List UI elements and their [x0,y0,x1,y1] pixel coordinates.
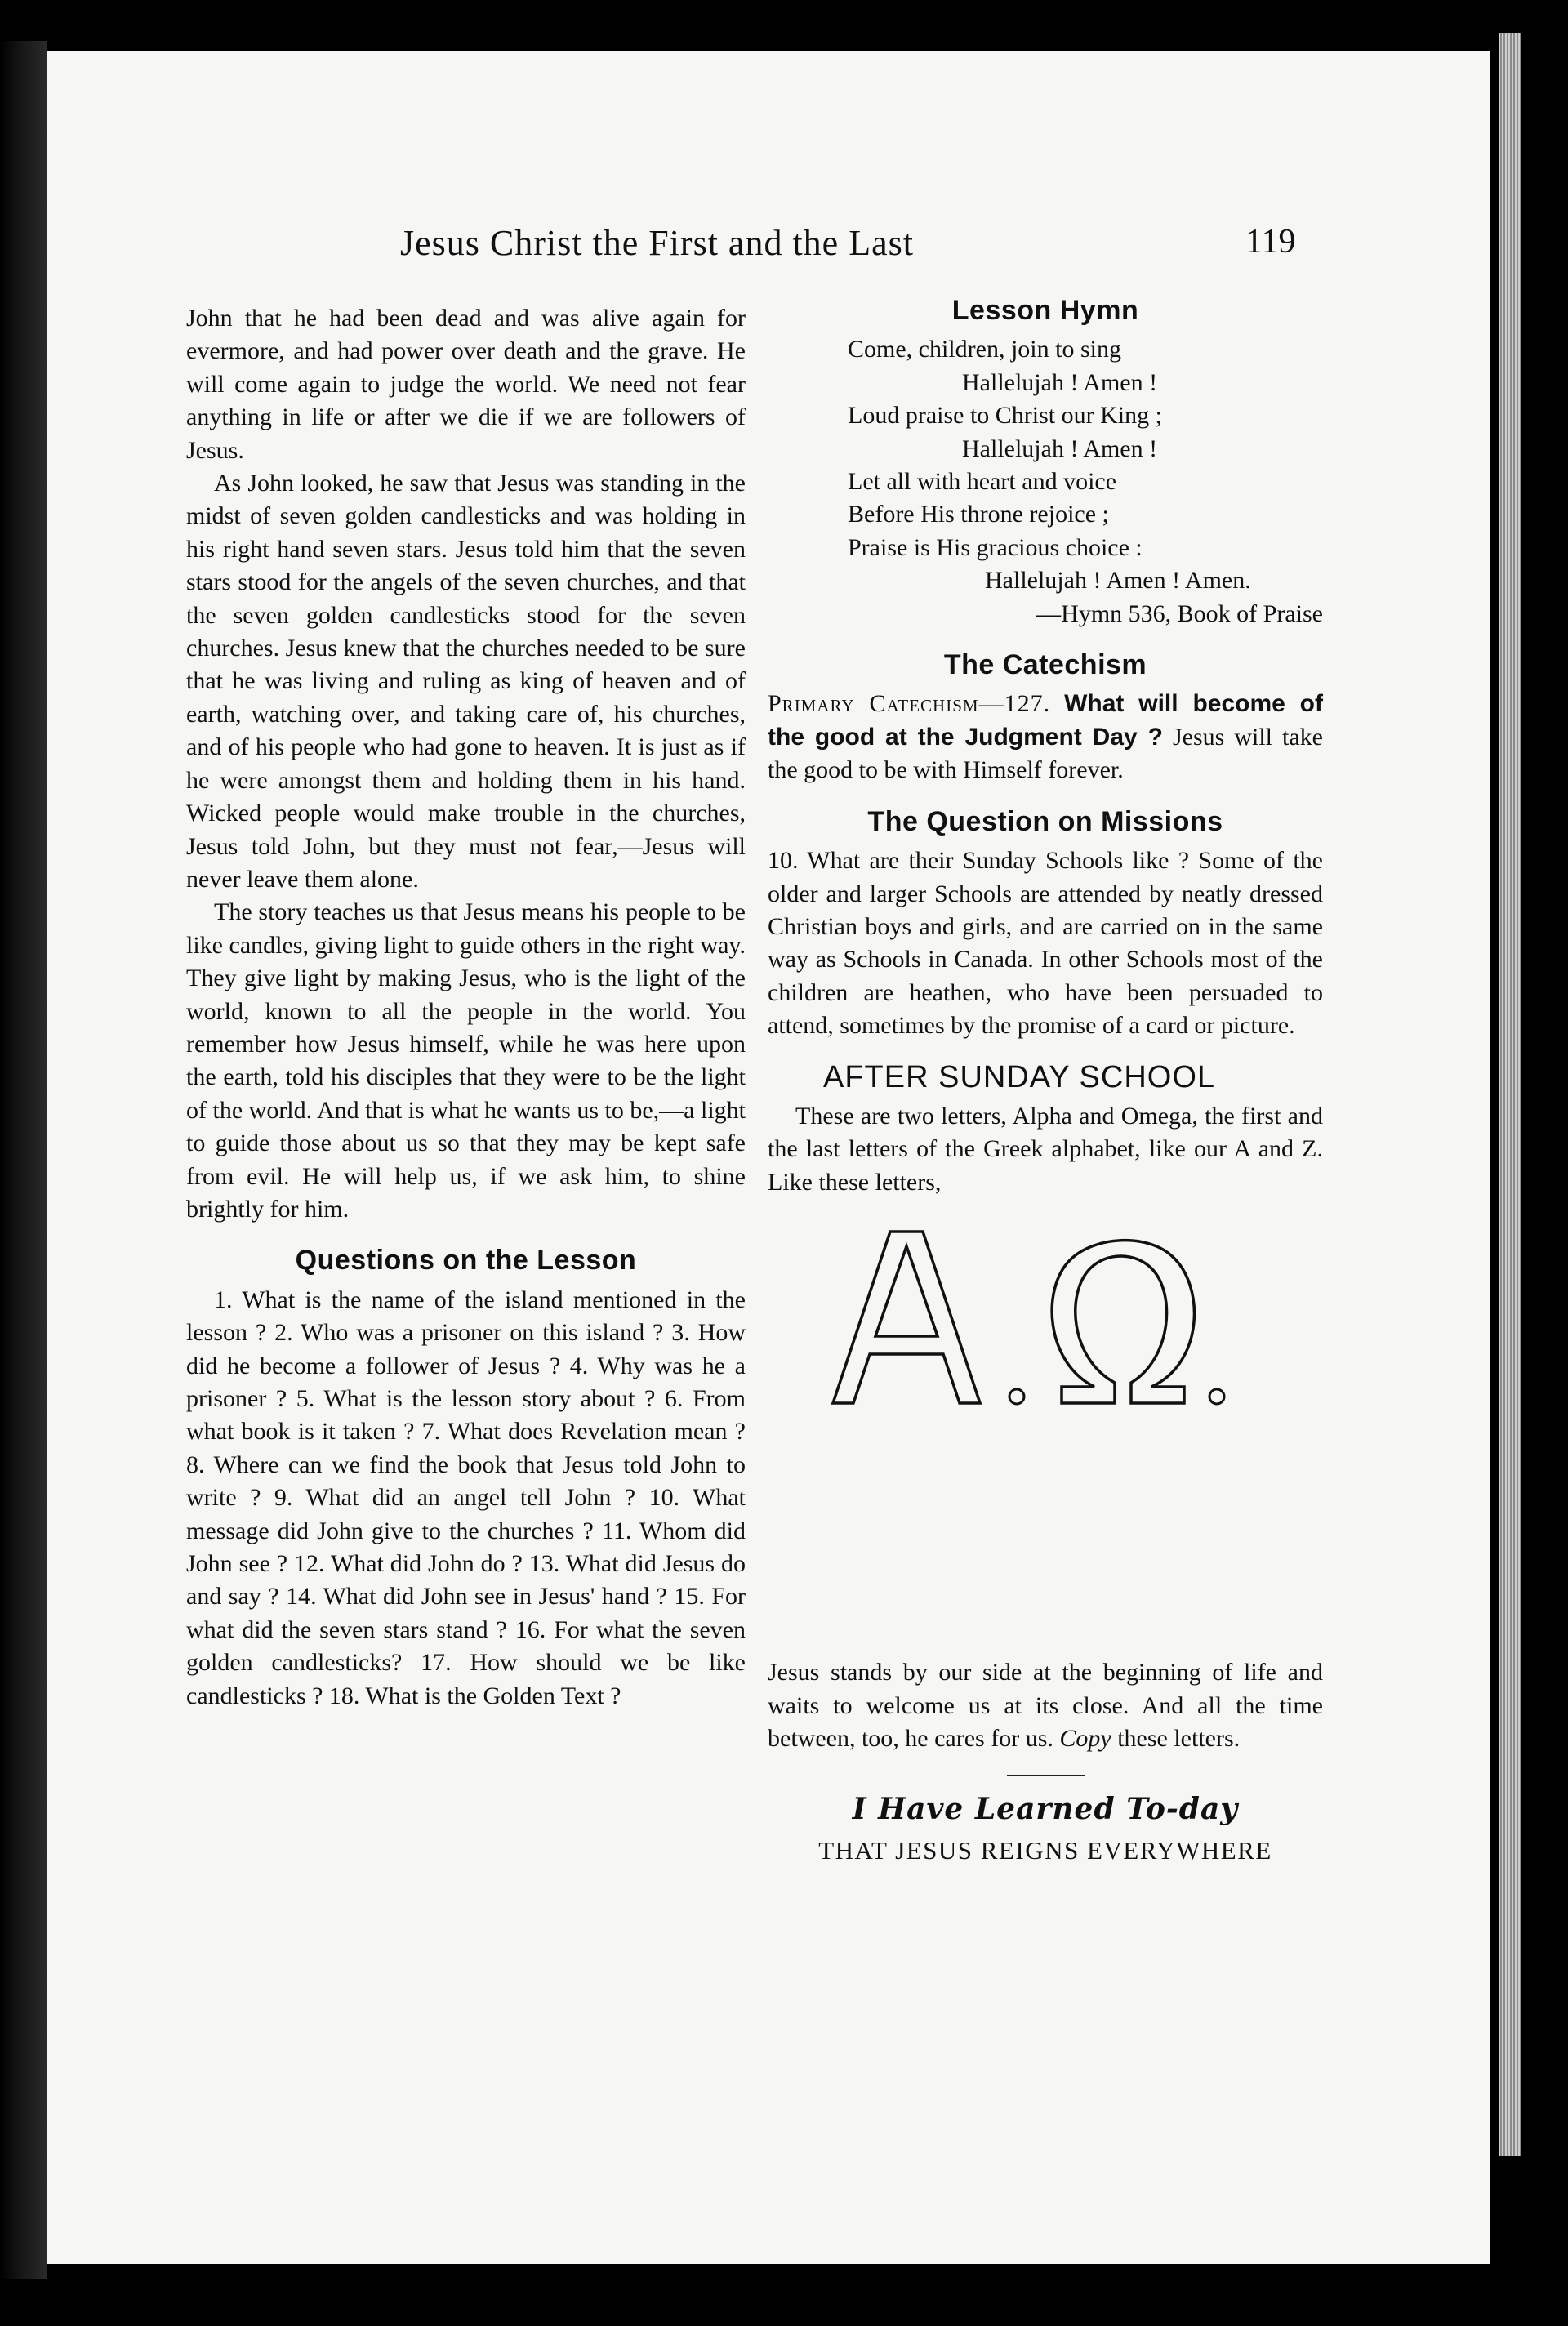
page-number: 119 [1245,223,1296,261]
book-spine [0,41,47,2279]
story-paragraph-2: As John looked, he saw that Jesus was standing in the midst of seven golden candlesticks and was holding in his right hand seven stars. Jesus told him that the seven stars stood for the angels of the seven churches, and that the seven golden candlesticks stood for the seven churches. Jesus knew that the churches needed to be sure that he was living and ruling as king of heaven and of earth, watching over, and taking care of, his churches, and of his people who had gone to heaven. It is just as if he were amongst them and holding them in his hand. Wicked people would make trouble in the churches, Jesus told John, but they must not fear,—Jesus will never leave them alone. [186,470,746,893]
questions-list: 1. What is the name of the island mentioned in the lesson ? 2. Who was a prisoner on this island ? 3. How did he become a follower of Jesus ? 4. Why was he a prisoner ? 5. What is the lesson story about ? 6. From what book is it taken ? 7. What does Revelation mean ? 8. Where can we find the book that Jesus told John to write ? 9. What did an angel tell John ? 10. What message did John give to the churches ? 11. Whom did John see ? 12. What did John do ? 13. What did Jesus do and say ? 14. What did John see in Jesus' hand ? 15. For what did the seven stars stand ? 16. For what the seven golden candlesticks? 17. How should we be like candlesticks ? 18. What is the Golden Text ? [186,1286,746,1709]
divider [1007,1775,1085,1776]
hymn-verse [848,333,1323,631]
learned-text: THAT JESUS REIGNS EVERYWHERE [818,1835,1272,1865]
catechism-label: Primary Catechism—127. [768,690,1051,718]
hymn-citation: —Hymn 536, Book of Praise [1036,599,1323,627]
missions-heading: The Question on Missions [867,805,1223,837]
catechism-heading: The Catechism [943,649,1147,681]
catechism-question: What will become of the good at the Judgment Day ? [768,690,1323,751]
alpha-omega-letters [825,1223,1282,1419]
catechism-text [768,688,1323,786]
after-sunday-school-heading: AFTER SUNDAY SCHOOL [823,1059,1216,1094]
learned-heading: I Have Learned To-day [852,1792,1239,1827]
missions-text: 10. What are their Sunday Schools like ? Some of the older and larger Schools are attended by neatly dressed Christian boys and girls, and are carried on in the same way as Schools in Canada. In other Schools most of the children are heathen, who have been persuaded to attend, sometimes by the promise of a card or picture. [768,847,1323,1040]
hymn-line: Hallelujah ! Amen ! [962,434,1158,462]
copy-word: Copy [1059,1724,1111,1752]
right-column [768,294,1323,1867]
hymn-line: Loud praise to Christ our King ; [848,402,1162,430]
hymn-line: Come, children, join to sing [848,336,1121,363]
alpha-omega-illustration [768,1199,1323,1656]
page-edge [1490,0,1568,2326]
closing-text [768,1656,1323,1755]
hymn-line: Praise is His gracious choice : [848,533,1143,561]
hymn-line: Hallelujah ! Amen ! Amen. [985,567,1251,595]
closing-sentence: Jesus stands by our side at the beginning of life and waits to welcome us at its close. And all the time between, too, he cares for us. [768,1659,1323,1752]
catechism-answer: Jesus will take the good to be with Himself forever. [768,723,1324,784]
questions-heading: Questions on the Lesson [295,1245,637,1277]
hymn-line: Let all with heart and voice [848,468,1117,496]
running-head: Jesus Christ the First and the Last [400,223,914,263]
after-sunday-school-text: These are two letters, Alpha and Omega, the first and the last letters of the Greek alphabet, like our A and Z. Like these letters, [768,1102,1323,1196]
left-column [186,302,746,1713]
hymn-heading: Lesson Hymn [951,295,1139,326]
hymn-line: Before His throne rejoice ; [848,501,1109,528]
copy-rest: these letters. [1111,1724,1241,1752]
story-paragraph-3: The story teaches us that Jesus means his people to be like candles, giving light to guide others in the right way. They give light by making Jesus, who is the light of the world, known to all the people in the world. You remember how Jesus himself, while he was here upon the earth, told his disciples that they were to be the light of the world. And that is what he wants us to be,—a light to guide those about us so that they may be kept safe from evil. He will help us, if we ask him, to shine brightly for him. [186,898,746,1223]
story-paragraph-1: John that he had been dead and was alive again for evermore, and had power over death and the grave. He will come again to judge the world. We need not fear anything in life or after we die if we are followers of Jesus. [186,305,746,464]
hymn-line: Hallelujah ! Amen ! [962,368,1158,396]
